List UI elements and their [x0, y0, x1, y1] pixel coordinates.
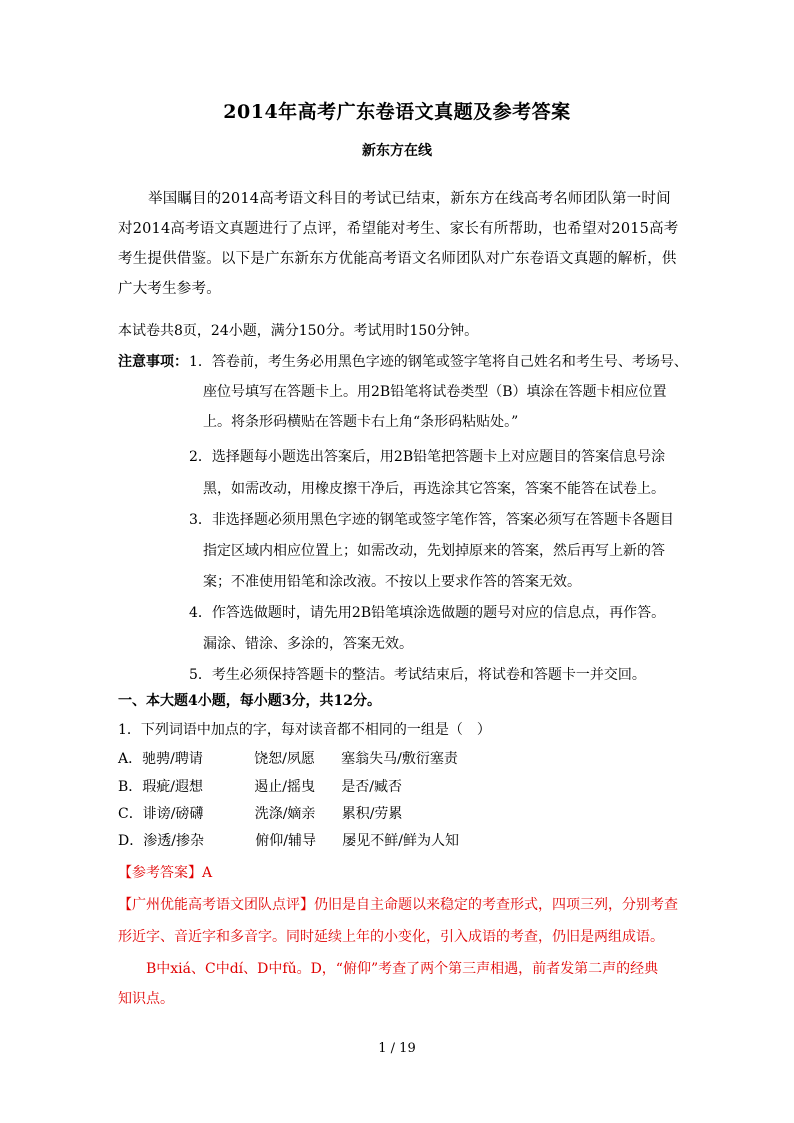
section-heading: 一、本大题4小题，每小题3分，共12分。: [118, 693, 381, 709]
analysis-line-1: B中xiá、C中dí、D中fǔ。D，“俯仰”考查了两个第三声相遇，前者发第二声的经典: [146, 961, 659, 977]
note-line-7: 指定区域内相应位置上；如需改动，先划掉原来的答案，然后再写上新的答: [203, 543, 665, 559]
note-line-8: 案；不准使用铅笔和涂改液。不按以上要求作答的答案无效。: [203, 574, 581, 590]
option-col2: 遏止/摇曳: [254, 779, 316, 795]
note-line-10: 漏涂、错涂、多涂的，答案无效。: [203, 636, 413, 652]
option-col3: 是否/臧否: [341, 779, 403, 795]
option-letter: B．: [118, 779, 143, 795]
option-letter: D．: [118, 833, 144, 849]
note-line-4: 2．选择题每小题选出答案后，用2B铅笔把答题卡上对应题目的答案信息号涂: [189, 449, 666, 465]
page-subtitle: 新东方在线: [362, 143, 432, 159]
exam-info: 本试卷共8页，24小题，满分150分。考试用时150分钟。: [118, 323, 479, 339]
note-line-1: 1．答卷前，考生务必用黑色字迹的钢笔或签字笔将自己姓名和考生号、考场号、: [189, 354, 688, 370]
comment-line-1: 【广州优能高考语文团队点评】仍旧是自主命题以来稳定的考查形式，四项三列，分别考查: [118, 897, 678, 913]
intro-text: 举国瞩目的2014高考语文科目的考试已结束，新东方在线高考名师团队第一时间对2014高考语文真题进行了点评，希望能对考生、家长有所帮助，也希望对2015高考考生提供借鉴。以下是广东新东方优能高考语文名师团队对广东卷语文真题的解析，供广大考生参考。: [118, 191, 679, 297]
page-title: 2014年高考广东卷语文真题及参考答案: [223, 101, 571, 123]
analysis-line-2: 知识点。: [118, 991, 174, 1007]
option-col2: 饶恕/夙愿: [254, 751, 315, 767]
comment-line-2: 形近字、音近字和多音字。同时延续上年的小变化，引入成语的考查，仍旧是两组成语。: [118, 929, 664, 945]
note-line-11: 5．考生必须保持答题卡的整洁。考试结束后，将试卷和答题卡一并交回。: [189, 667, 646, 683]
note-line-6: 3．非选择题必须用黑色字迹的钢笔或签字笔作答，答案必须写在答题卡各题目: [189, 512, 674, 528]
option-d: [118, 830, 459, 850]
option-col1: 瑕疵/遐想: [142, 779, 204, 795]
option-a: [118, 748, 458, 768]
option-col2: 俯仰/辅导: [255, 833, 316, 849]
option-col1: 驰骋/聘请: [142, 751, 203, 767]
notes-label: 注意事项：: [118, 354, 188, 370]
page-number: 1 / 19: [378, 1041, 416, 1056]
option-c: [118, 803, 402, 823]
option-col3: 累积/劳累: [341, 806, 403, 822]
intro-paragraph: [118, 184, 683, 304]
option-col3: 塞翁失马/敷衍塞责: [341, 751, 458, 767]
option-col1: 诽谤/磅礴: [142, 806, 204, 822]
note-line-5: 黑，如需改动，用橡皮擦干净后，再选涂其它答案，答案不能答在试卷上。: [203, 481, 665, 497]
answer-label: 【参考答案】A: [118, 865, 213, 881]
option-col1: 渗透/掺杂: [143, 833, 204, 849]
note-line-3: 上。将条形码横贴在答题卡右上角“条形码粘贴处。”: [203, 414, 519, 430]
option-letter: A．: [118, 751, 143, 767]
question-stem: 1．下列词语中加点的字，每对读音都不相同的一组是（ ）: [118, 722, 491, 738]
option-letter: C．: [118, 806, 143, 822]
option-col3: 屡见不鲜/鲜为人知: [342, 833, 459, 849]
note-line-2: 座位号填写在答题卡上。用2B铅笔将试卷类型（B）填涂在答题卡相应位置: [203, 384, 667, 400]
note-line-9: 4．作答选做题时，请先用2B铅笔填涂选做题的题号对应的信息点，再作答。: [189, 605, 666, 621]
option-col2: 洗涤/嫡亲: [254, 806, 316, 822]
option-b: [118, 776, 402, 796]
